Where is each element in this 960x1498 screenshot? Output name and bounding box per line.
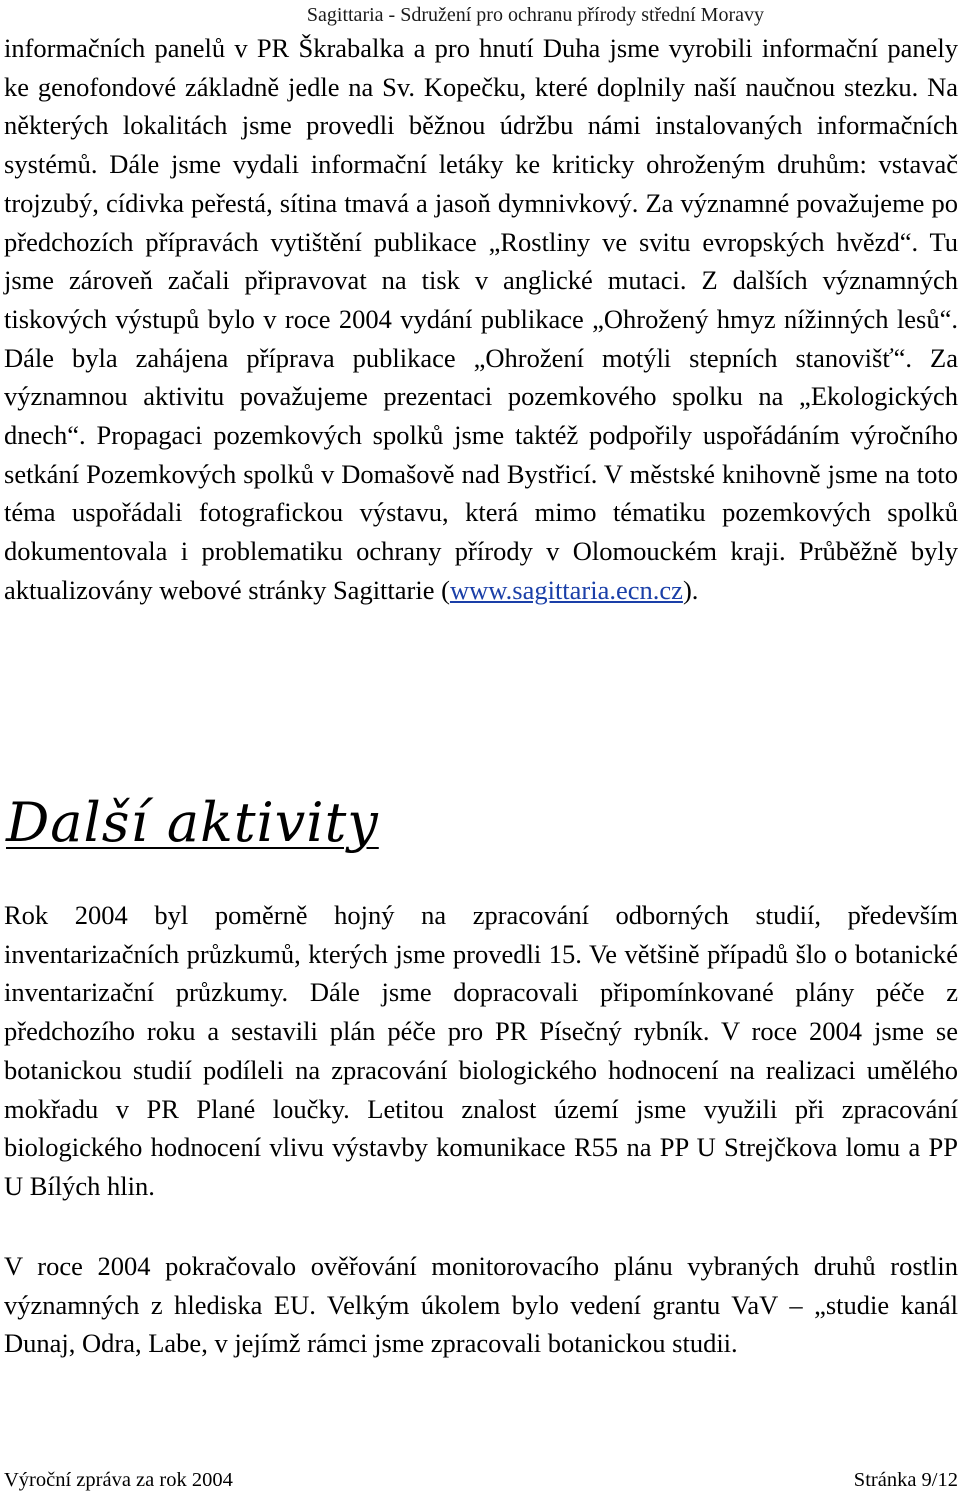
section-heading: Další aktivity xyxy=(6,791,379,854)
paragraph-publications-end: ). xyxy=(682,574,699,605)
paragraph-publications-tail: webové stránky Sagittarie ( xyxy=(159,574,450,605)
running-header: Sagittaria - Sdružení pro ochranu přírody střední Moravy xyxy=(306,4,764,26)
footer-page-number: Stránka 9/12 xyxy=(853,1469,958,1491)
footer-report-title: Výroční zpráva za rok 2004 xyxy=(4,1469,233,1491)
website-link[interactable]: www.sagittaria.ecn.cz xyxy=(449,574,683,605)
paragraph-monitoring: V roce 2004 pokračovalo ověřování monitorovacího plánu vybraných druhů rostlin významných z hlediska EU. Velkým úkolem bylo vedení grantu VaV – „studie kanál Dunaj, Odra, Labe, v jejímž rámci jsme zpracovali botanickou studii. xyxy=(4,1251,958,1359)
paragraph-publications xyxy=(4,29,958,610)
paragraph-publications-text: informačních panelů v PR Škrabalka a pro hnutí Duha jsme vyrobili informační panely ke genofondové základně jedle na Sv. Kopečku, které doplnily naší naučnou stezku. Na některých lokalitách jsme provedli běžnou údržbu námi instalovaných informačních systémů. Dále jsme vydali informační letáky ke kriticky ohroženým druhům: vstavač trojzubý, cídivka peřestá, sítina tmavá a jasoň dymnivkový. Za významné považujeme po předchozích přípravách vytištění publikace „Rostliny ve svitu evropských hvězd“. Tu jsme zároveň začali připravovat na tisk v anglické mutaci. Z dalších významných tiskových výstupů bylo v roce 2004 vydání publikace „Ohrožený hmyz nížinných lesů“. Dále byla zahájena příprava publikace „Ohrožení motýli stepních stanovišť“. Za významnou aktivitu považujeme prezentaci pozemkového spolku na „Ekologických dnech“. Propagaci pozemkových spolků jsme taktéž podpořily uspořádáním výročního setkání Pozemkových spolků v Domašově nad Bystřicí. V městské knihovně jsme na toto téma uspořádali fotografickou výstavu, která mimo tématiku pozemkových spolků dokumentovala i problematiku ochrany přírody v Olomouckém kraji. Průběžně byly aktualizovány xyxy=(4,33,958,605)
page-footer xyxy=(4,1467,958,1493)
paragraph-studies: Rok 2004 byl poměrně hojný na zpracování odborných studií, především inventarizačních průzkumů, kterých jsme provedli 15. Ve většině případů šlo o botanické inventarizační průzkumy. Dále jsme dopracovali připomínkované plány péče z předchozího roku a sestavili plán péče pro PR Písečný rybník. V roce 2004 jsme se botanickou studií podíleli na zpracování biologického hodnocení na realizaci umělého mokřadu v PR Plané loučky. Letitou znalost území jsme využili při zpracování biologického hodnocení vlivu výstavby komunikace R55 na PP U Strejčkova lomu a PP U Bílých hlin. xyxy=(4,900,958,1201)
